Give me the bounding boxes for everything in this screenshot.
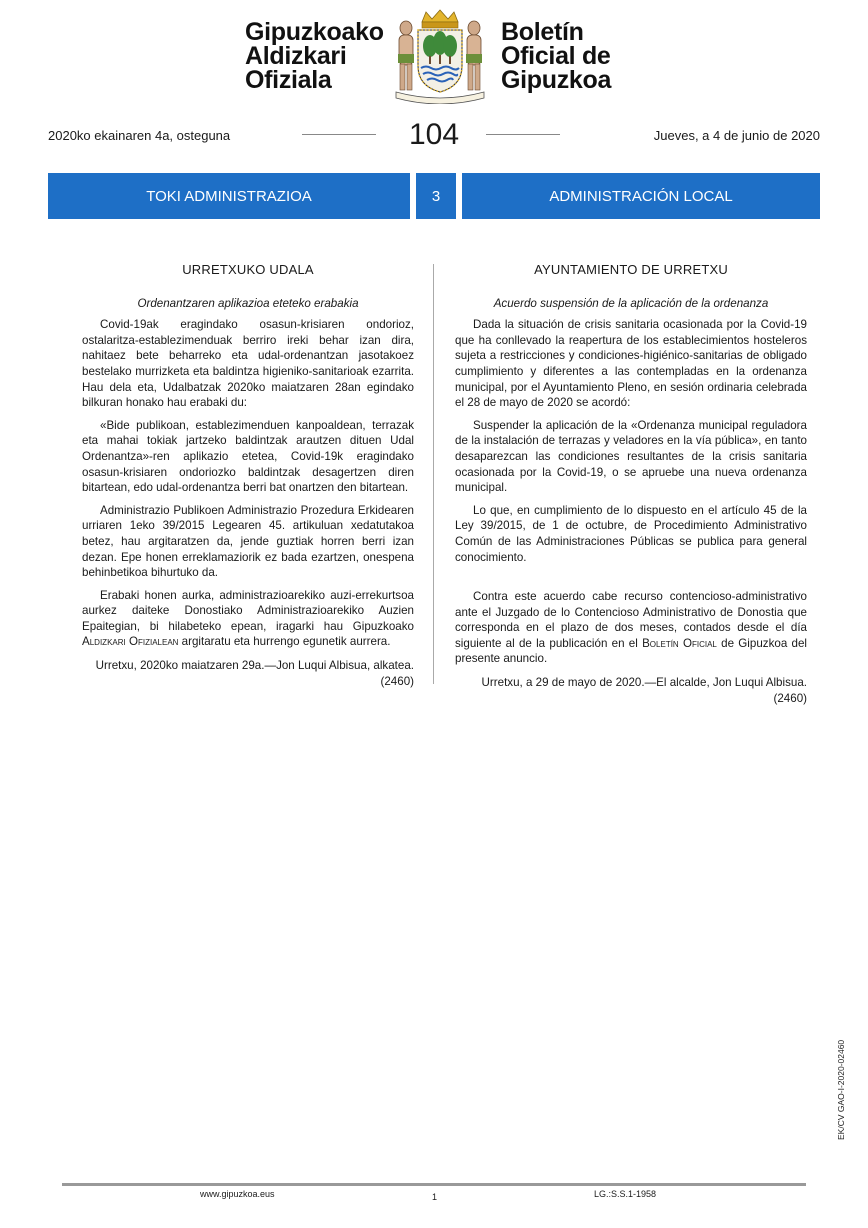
body-paragraph: Lo que, en cumplimiento de lo dispuesto en el artículo 45 de la Ley 39/2015, de 1 de octubre, de Procedimiento Administrativo Común de las Administraciones Públicas se publica para general conocimiento.	[455, 503, 807, 564]
masthead-eu-line: Aldizkari	[245, 42, 347, 70]
masthead-title-eu	[245, 20, 384, 92]
body-paragraph: «Bide publikoan, establezimenduen kanpoaldean, terrazak eta mahai tokiak jartzeko baldintzak arautzen dituen Udal Ordenantza»-ren aplikazio etetea, Covid-19k eragindako osasun-krisiaren ondoriozko baldintzak desagertzen diren bitartean, edo udal-ordenantza berri bat onartzen den bitartean.	[82, 418, 414, 495]
page-number: 1	[432, 1192, 438, 1202]
dateline-rule	[302, 134, 376, 135]
coat-of-arms-icon	[388, 8, 492, 104]
announcement-code: (2460)	[380, 674, 414, 688]
announcement-title: URRETXUKO UDALA	[182, 262, 314, 277]
signature: Urretxu, 2020ko maiatzaren 29a.—Jon Luqui Albisua, alkatea.	[95, 659, 414, 673]
masthead-es-line: Boletín	[501, 18, 584, 46]
footer-website-link[interactable]: www.gipuzkoa.eus	[200, 1189, 275, 1199]
document-identifier: EK/CV GAO-I-2020-02460	[836, 1039, 846, 1140]
dateline	[0, 118, 868, 152]
section-number: 3	[416, 173, 456, 219]
paragraph-text: argitaratu eta hurrengo egunetik aurrera.	[178, 635, 391, 649]
legal-deposit: LG.:S.S.1-1958	[594, 1189, 657, 1199]
masthead-title-es	[501, 20, 611, 92]
body-paragraph	[455, 589, 807, 667]
bulletin-name: Aldizkari Ofizialean	[82, 635, 179, 649]
paragraph-text: Contra este acuerdo cabe recurso contencioso-administrativo ante el Juzgado de lo Contencioso Administrativo de Donostia que corresponda en el plazo de dos meses, contados desde el día siguiente al de la publicación en el	[455, 590, 807, 650]
signature: Urretxu, a 29 de mayo de 2020.—El alcalde, Jon Luqui Albisua.	[481, 676, 807, 690]
masthead-eu-line: Gipuzkoako	[245, 18, 384, 46]
dateline-rule	[486, 134, 560, 135]
masthead	[0, 8, 868, 108]
section-bar-basque: TOKI ADMINISTRAZIOA	[48, 173, 410, 219]
paragraph-text: Erabaki honen aurka, administrazioarekiko auzi-errekurtsoa aurkez daiteke Donostiako Administrazioarekiko Auzien Epaitegian, bi hilabeteko epean, iragarki hau Gipuzkoako	[82, 588, 414, 633]
body-paragraph: Suspender la aplicación de la «Ordenanza municipal reguladora de la instalación de terrazas y veladores en la vía pública», en tanto desaparezcan las condiciones resultantes de la crisis sanitaria ocasionada por la Covid-19, o se apruebe una nueva ordenanza municipal.	[455, 418, 807, 495]
announcement-subtitle: Acuerdo suspensión de la aplicación de la ordenanza	[493, 296, 769, 310]
announcement-basque	[82, 262, 414, 689]
body-paragraph: Administrazio Publikoen Administrazio Prozedura Erkidearen urriaren 1eko 39/2015 Legearen 45. artikuluan xedatutakoa betez, hau argitaratzen da, jende guztiak horren berri izan dezan. Epe honen erreklamaziorik ez bada ezartzen, onespena behinbetikoa bihurtuko da.	[82, 503, 414, 580]
body-paragraph: Covid-19ak eragindako osasun-krisiaren ondorioz, ostalaritza-establezimenduak berriro ireki behar izan dira, nahitaez bete beharreko eta udal-ordenantzan jasotakoez bestelako murrizketa eta baldintza higieniko-sanitarioak ezarrita. Hau dela eta, Udalbatzak 2020ko maiatzaren 28an egindako bilkuran honako hau erabaki du:	[82, 318, 414, 410]
date-spanish: Jueves, a 4 de junio de 2020	[653, 128, 820, 143]
announcement-subtitle: Ordenantzaren aplikazioa eteteko erabakia	[137, 296, 359, 310]
issue-number: 104	[408, 118, 460, 151]
bulletin-name: Boletín Oficial	[642, 636, 717, 650]
announcement-spanish	[455, 262, 807, 706]
paragraph-text: de Gipuzkoa del presente anuncio.	[455, 636, 807, 666]
body-paragraph	[82, 588, 414, 650]
body-paragraph: Dada la situación de crisis sanitaria ocasionada por la Covid-19 que ha conllevado la reapertura de los establecimientos hosteleros sujeta a restricciones y condiciones-higiénico-sanitarias de obligado cumplimiento y diferentes a las contempladas en la ordenanza municipal, por el Ayuntamiento Pleno, en sesión ordinaria celebrada el 28 de mayo de 2020 se acordó:	[455, 318, 807, 410]
announcement-title: AYUNTAMIENTO DE URRETXU	[534, 262, 728, 277]
footer-rule	[62, 1183, 806, 1186]
masthead-eu-line: Ofiziala	[245, 66, 332, 94]
date-basque: 2020ko ekainaren 4a, osteguna	[48, 128, 231, 143]
section-bar-spanish: ADMINISTRACIÓN LOCAL	[462, 173, 820, 219]
masthead-es-line: Gipuzkoa	[501, 66, 612, 94]
column-divider	[433, 264, 434, 684]
masthead-es-line: Oficial de	[501, 42, 611, 70]
announcement-code: (2460)	[773, 691, 807, 705]
